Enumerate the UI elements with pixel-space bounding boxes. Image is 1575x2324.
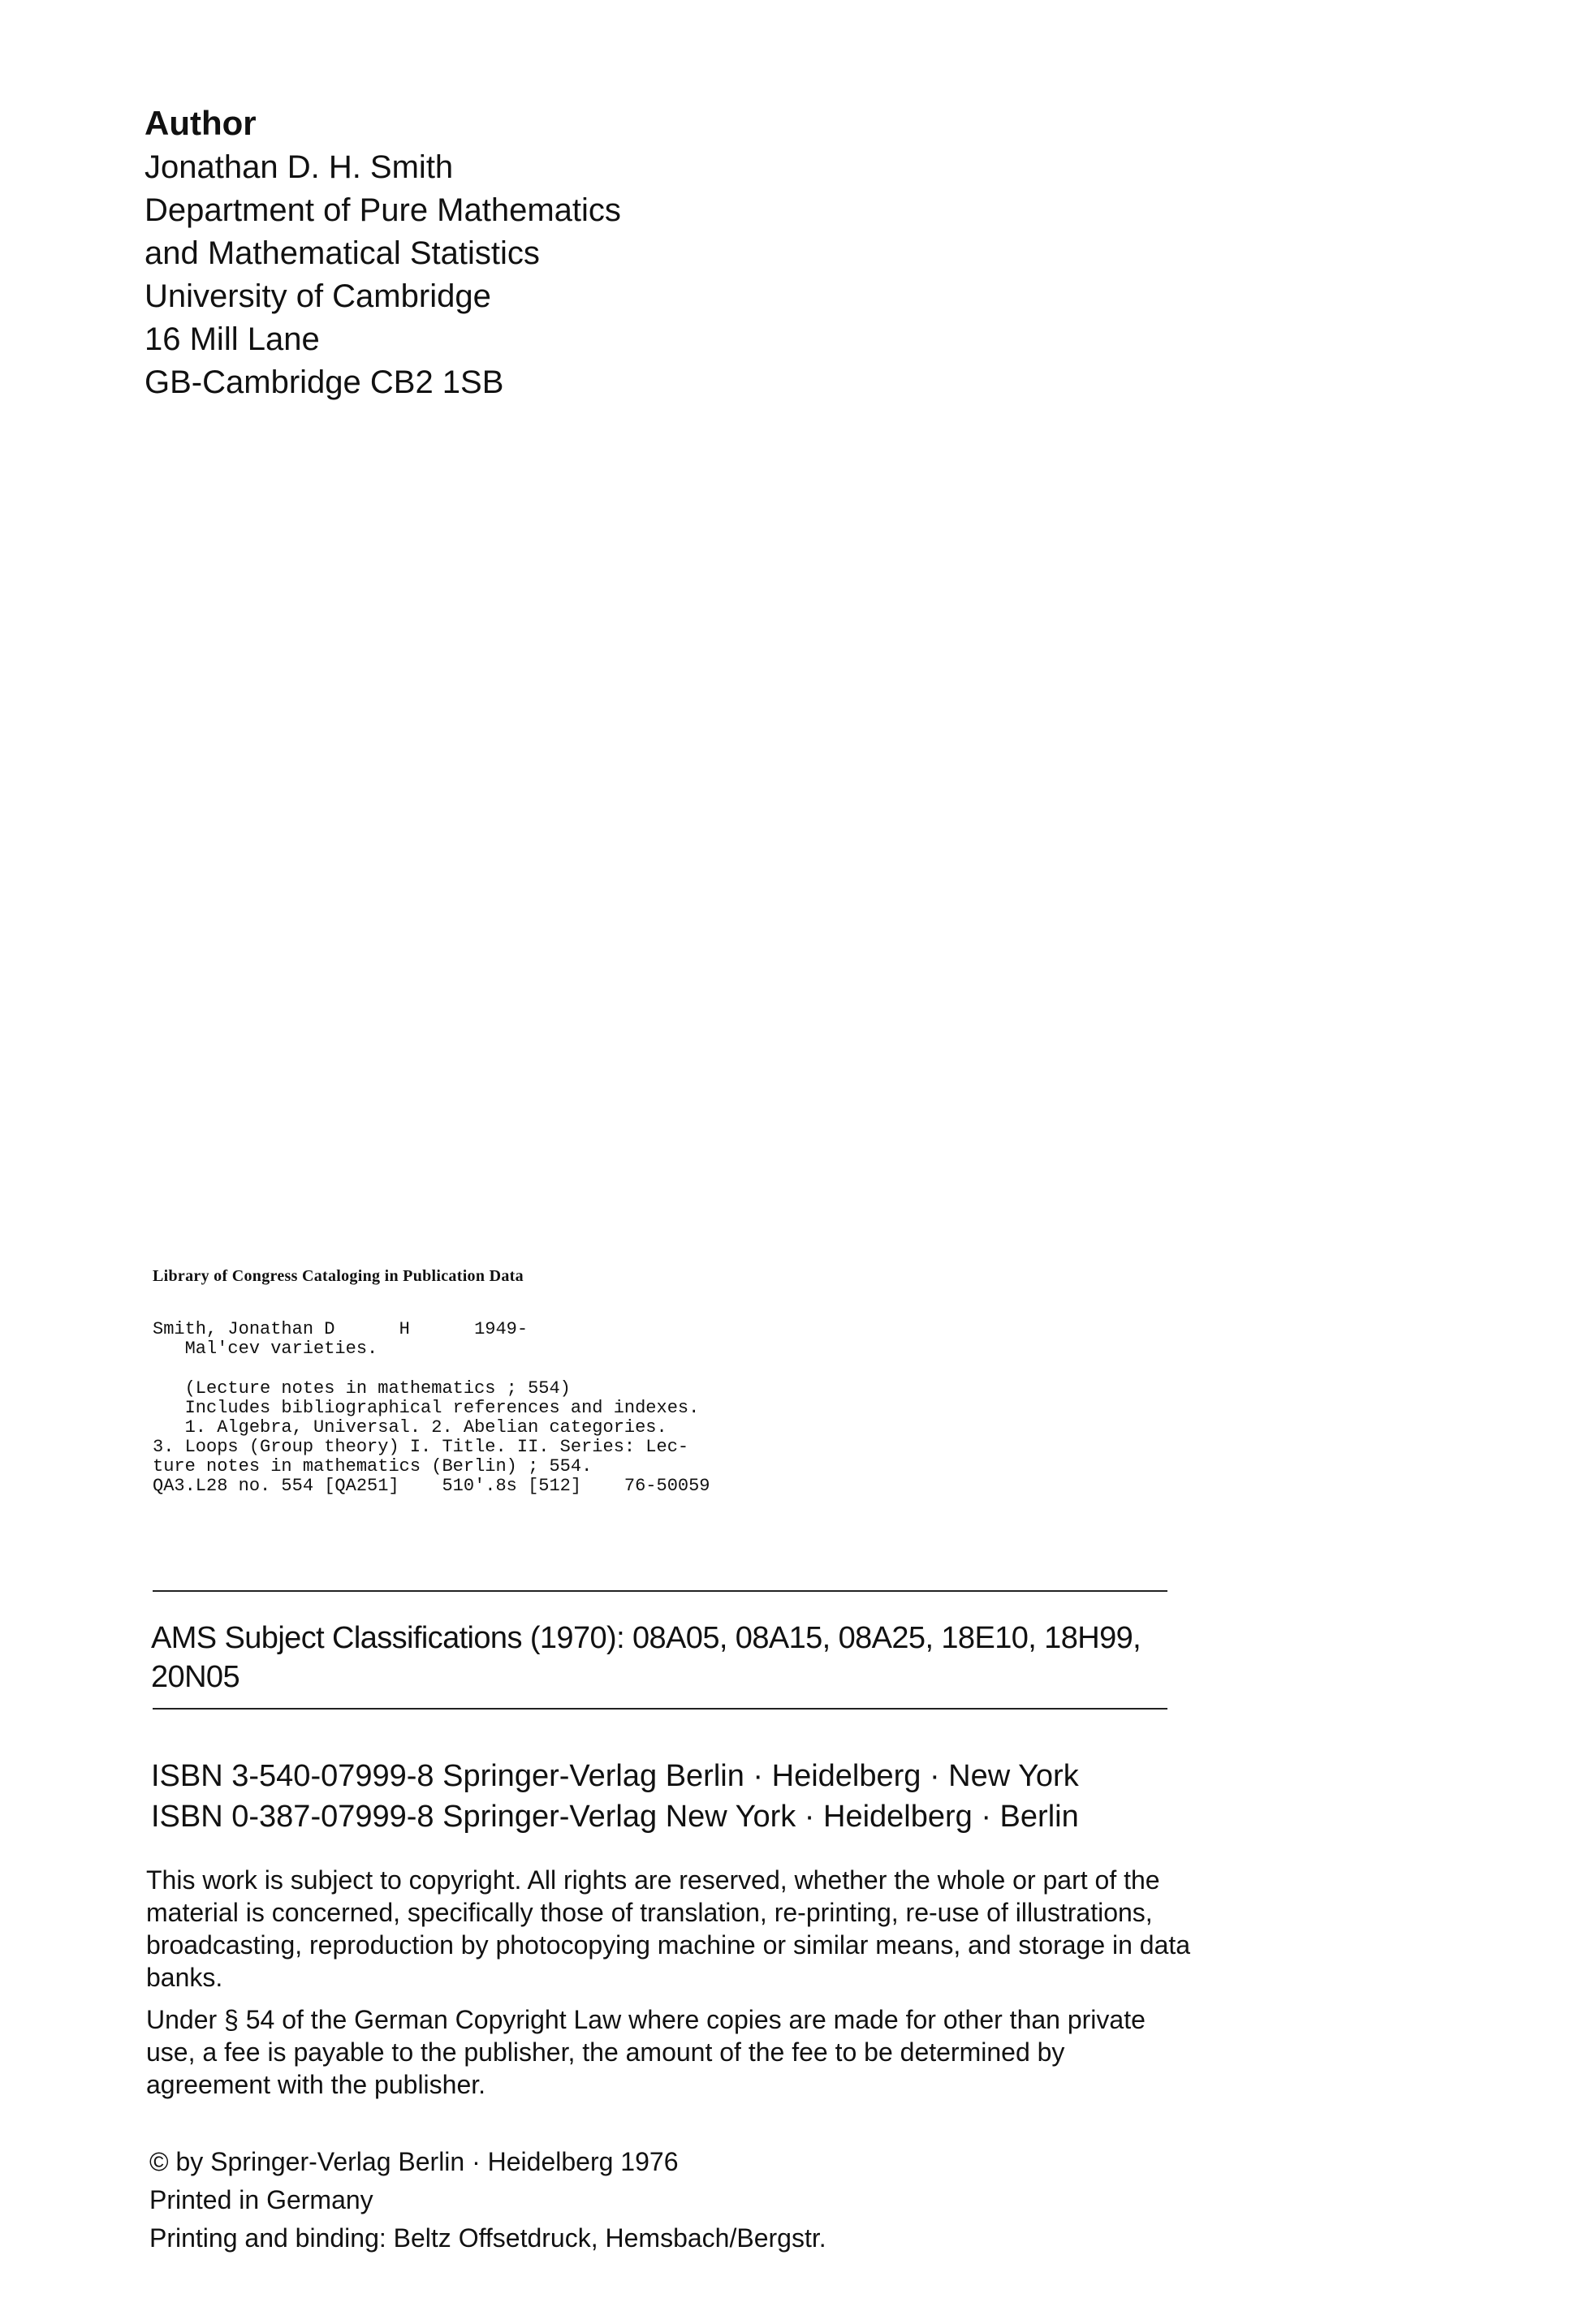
cip-note-line: ture notes in mathematics (Berlin) ; 554. — [153, 1456, 593, 1477]
german-copyright-law: Under § 54 of the German Copyright Law where copies are made for other than private use, a fee is payable to the publisher, the amount of the fee to be determined by agreement with the publisher. — [146, 2005, 1146, 2099]
cip-note-line: (Lecture notes in mathematics ; 554) — [153, 1378, 571, 1399]
isbn-block — [151, 1756, 1079, 1837]
isbn-berlin: ISBN 3-540-07999-8 Springer-Verlag Berlin · Heidelberg · New York — [151, 1759, 1079, 1793]
ams-classification-text: AMS Subject Classifications (1970): 08A05, 08A15, 08A25, 18E10, 18H99, 20N05 — [151, 1621, 1141, 1694]
author-heading: Author — [145, 104, 257, 142]
legal-block — [146, 1864, 1193, 2101]
author-block — [145, 102, 621, 404]
author-university: University of Cambridge — [145, 278, 491, 314]
author-street: 16 Mill Lane — [145, 321, 320, 357]
ams-classification — [151, 1619, 1206, 1697]
author-city: GB-Cambridge CB2 1SB — [145, 364, 504, 400]
divider-bottom — [153, 1708, 1167, 1710]
cip-entry-line: Mal'cev varieties. — [153, 1339, 378, 1359]
divider-top — [153, 1590, 1167, 1592]
copyright-line: © by Springer-Verlag Berlin · Heidelberg 1976 — [149, 2147, 679, 2176]
cip-entry-line: Smith, Jonathan D H 1949- — [153, 1319, 529, 1339]
cip-note-line: 1. Algebra, Universal. 2. Abelian categories. — [153, 1417, 667, 1438]
cip-heading: Library of Congress Cataloging in Publication Data — [153, 1267, 524, 1285]
author-name: Jonathan D. H. Smith — [145, 149, 454, 185]
author-department-cont: and Mathematical Statistics — [145, 235, 540, 271]
copyright-notice: This work is subject to copyright. All rights are reserved, whether the whole or part of the material is concerned, specifically those of translation, re-printing, re-use of illustrations, broadcasting, reproduction by photocopying machine or similar means, and storage in data banks. — [146, 1865, 1191, 1992]
cip-block — [153, 1266, 1167, 1496]
cip-call-number-line: QA3.L28 no. 554 [QA251] 510'.8s [512] 76-50059 — [153, 1476, 710, 1496]
cip-note-line: Includes bibliographical references and indexes. — [153, 1398, 700, 1418]
printed-in: Printed in Germany — [149, 2185, 373, 2214]
cip-note-line: 3. Loops (Group theory) I. Title. II. Series: Lec- — [153, 1437, 689, 1457]
imprint-block — [149, 2143, 826, 2257]
author-department: Department of Pure Mathematics — [145, 192, 621, 228]
printing-binding: Printing and binding: Beltz Offsetdruck, Hemsbach/Bergstr. — [149, 2223, 826, 2253]
isbn-new-york: ISBN 0-387-07999-8 Springer-Verlag New York · Heidelberg · Berlin — [151, 1800, 1079, 1834]
